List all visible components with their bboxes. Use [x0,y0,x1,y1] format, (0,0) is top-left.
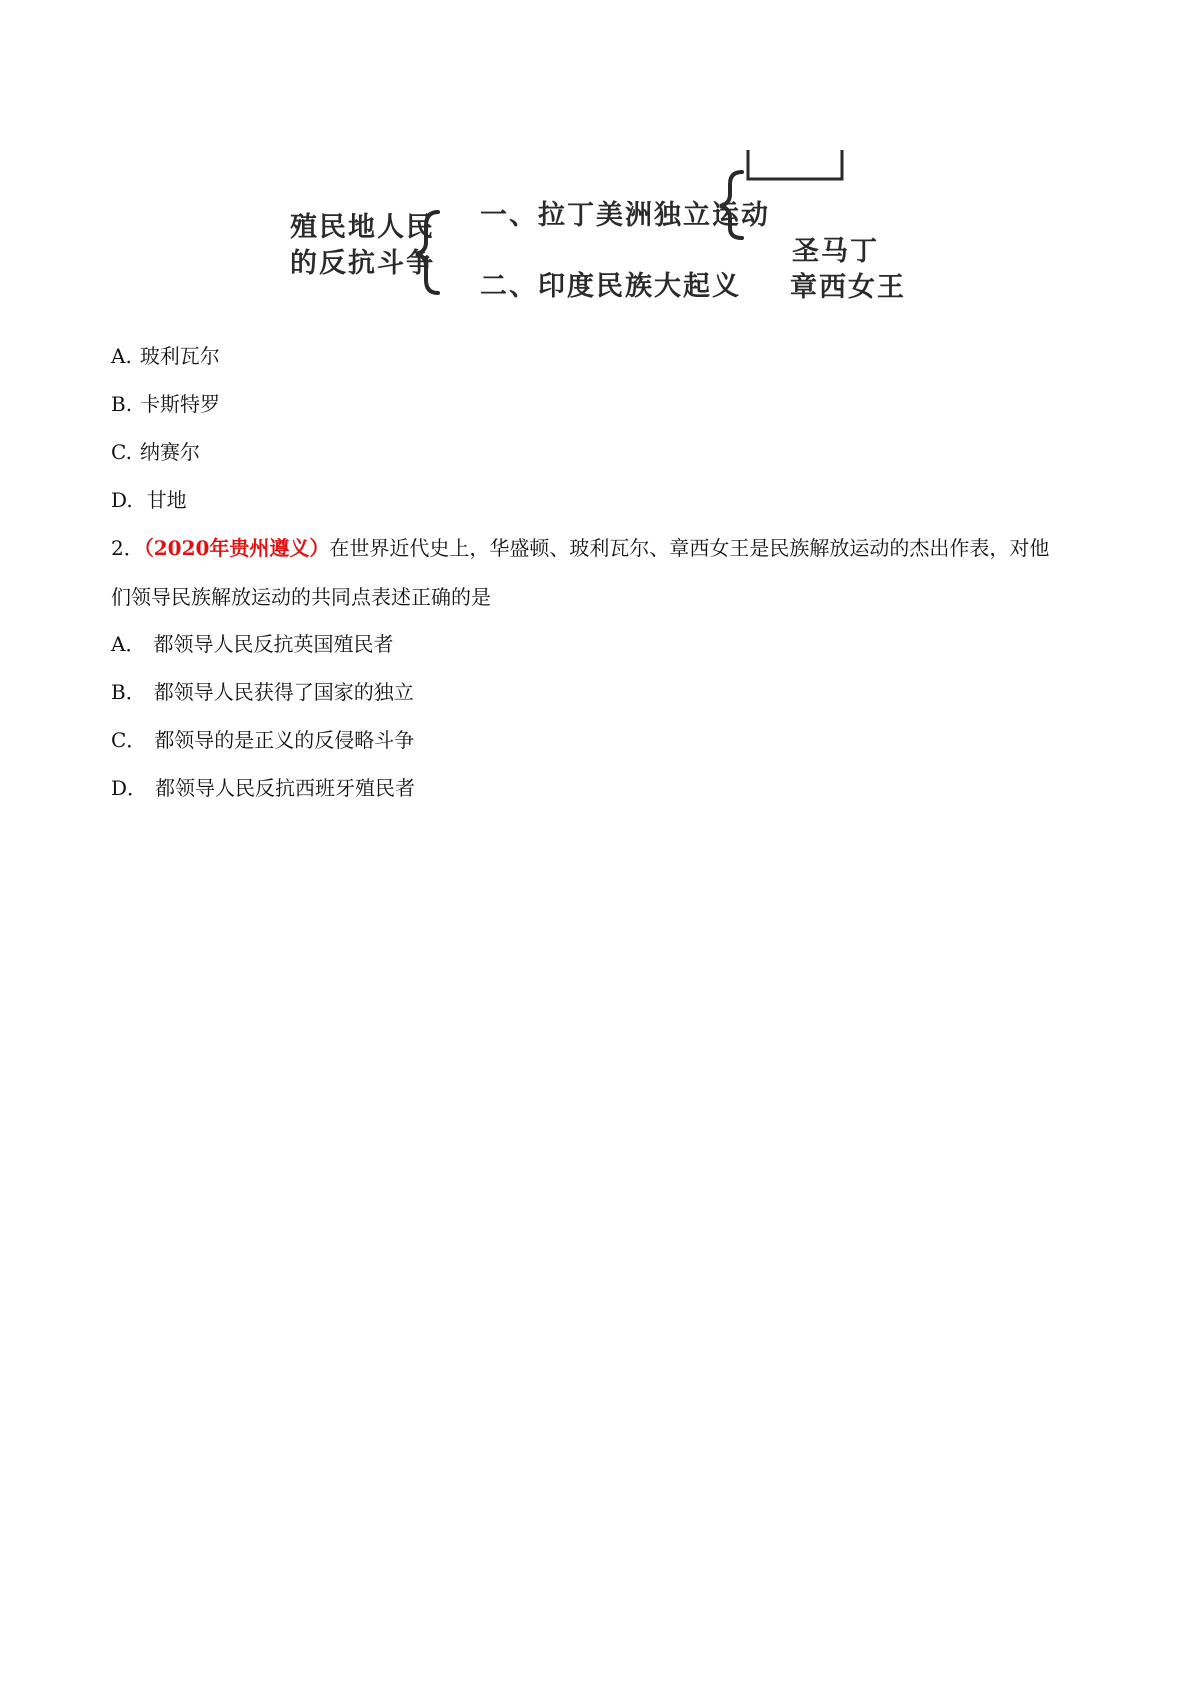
q1-option-c[interactable] [111,442,200,462]
q2-option-d[interactable] [111,778,415,798]
option-label: C． [111,728,147,752]
option-text: 都领导人民反抗西班牙殖民者 [155,776,416,800]
q2-stem-line2 [111,587,491,607]
question-text-line1: 在世界近代史上，华盛顿、玻利瓦尔、章西女王是民族解放运动的杰出作表，对他 [329,536,1050,560]
question-text-line2: 们领导民族解放运动的共同点表述正确的是 [111,585,491,609]
diagram-root-line1: 殖民地人民 [290,212,435,243]
q2-stem-line1 [111,538,1049,558]
q1-option-a[interactable] [111,346,220,366]
question-source: （2020年贵州遵义） [143,536,330,560]
option-text: 都领导人民反抗英国殖民者 [153,632,394,656]
option-label: B. [111,392,133,416]
q2-option-a[interactable] [111,634,393,654]
diagram-leaf-san-martin: 圣马丁 [792,236,879,267]
option-label: D． [111,776,148,800]
q1-option-d[interactable] [111,490,187,510]
knowledge-diagram [270,150,910,310]
diagram-branch-latin-america: 一、拉丁美洲独立运动 [480,200,770,231]
option-label: A. [111,344,132,368]
option-label: C. [111,440,132,464]
option-text: 都领导人民获得了国家的独立 [153,680,414,704]
diagram-root-line2: 的反抗斗争 [290,248,435,279]
option-label: A． [111,632,146,656]
q2-option-c[interactable] [111,730,414,750]
option-label: D. [111,488,133,512]
option-text: 卡斯特罗 [140,392,221,416]
option-text: 甘地 [146,488,187,512]
option-text: 都领导的是正义的反侵略斗争 [154,728,415,752]
option-text: 玻利瓦尔 [139,344,220,368]
answer-blank-box [748,150,842,179]
q1-option-b[interactable] [111,394,220,414]
diagram-leaf-rani: 章西女王 [790,272,906,303]
question-number: 2． [111,536,144,560]
diagram-branch-india: 二、印度民族大起义 [480,271,741,302]
q2-option-b[interactable] [111,682,414,702]
option-text: 纳赛尔 [139,440,200,464]
option-label: B． [111,680,146,704]
